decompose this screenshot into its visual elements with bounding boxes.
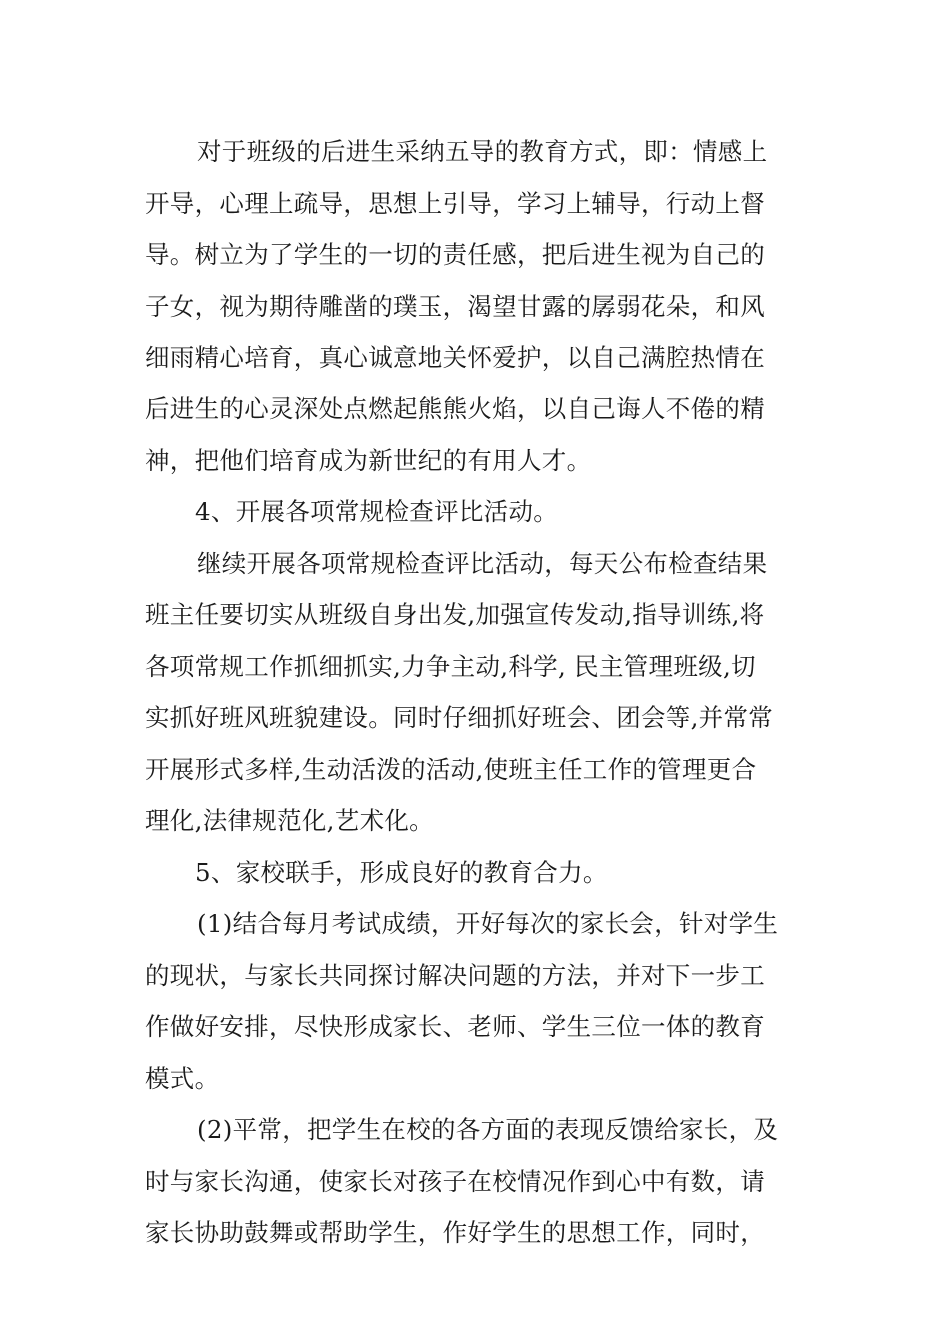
paragraph-line: (1)结合每月考试成绩，开好每次的家长会，针对学生	[197, 909, 779, 938]
paragraph-line: 作做好安排，尽快形成家长、老师、学生三位一体的教育	[145, 1012, 765, 1041]
paragraph-line: (2)平常，把学生在校的各方面的表现反馈给家长，及	[197, 1115, 779, 1144]
paragraph-line: 班主任要切实从班级自身出发,加强宣传发动,指导训练,将	[145, 600, 765, 629]
paragraph-line: 家长协助鼓舞或帮助学生，作好学生的思想工作，同时，	[145, 1218, 765, 1247]
paragraph-line: 的现状，与家长共同探讨解决问题的方法，并对下一步工	[145, 961, 765, 990]
paragraph-line: 各项常规工作抓细抓实,力争主动,科学, 民主管理班级,切	[145, 652, 756, 681]
section-heading: 4、开展各项常规检查评比活动。	[195, 497, 559, 526]
paragraph-line: 继续开展各项常规检查评比活动，每天公布检查结果	[197, 549, 768, 578]
paragraph-line: 神，把他们培育成为新世纪的有用人才。	[145, 446, 592, 475]
paragraph-line: 模式。	[145, 1064, 220, 1093]
paragraph-line: 后进生的心灵深处点燃起熊熊火焰，以自己诲人不倦的精	[145, 394, 765, 423]
paragraph-line: 子女，视为期待雕凿的璞玉，渴望甘露的孱弱花朵，和风	[145, 292, 765, 321]
paragraph-line: 开展形式多样,生动活泼的活动,使班主任工作的管理更合	[145, 755, 757, 784]
paragraph-line: 导。树立为了学生的一切的责任感，把后进生视为自己的	[145, 240, 765, 269]
paragraph-line: 开导，心理上疏导，思想上引导，学习上辅导，行动上督	[145, 189, 765, 218]
paragraph-line: 实抓好班风班貌建设。同时仔细抓好班会、团会等,并常常	[145, 703, 774, 732]
section-heading: 5、家校联手，形成良好的教育合力。	[195, 858, 608, 887]
paragraph-line: 对于班级的后进生采纳五导的教育方式，即：情感上	[197, 137, 768, 166]
paragraph-line: 细雨精心培育，真心诚意地关怀爱护，以自己满腔热情在	[145, 343, 765, 372]
paragraph-line: 理化,法律规范化,艺术化。	[145, 806, 434, 835]
paragraph-line: 时与家长沟通，使家长对孩子在校情况作到心中有数，请	[145, 1167, 765, 1196]
